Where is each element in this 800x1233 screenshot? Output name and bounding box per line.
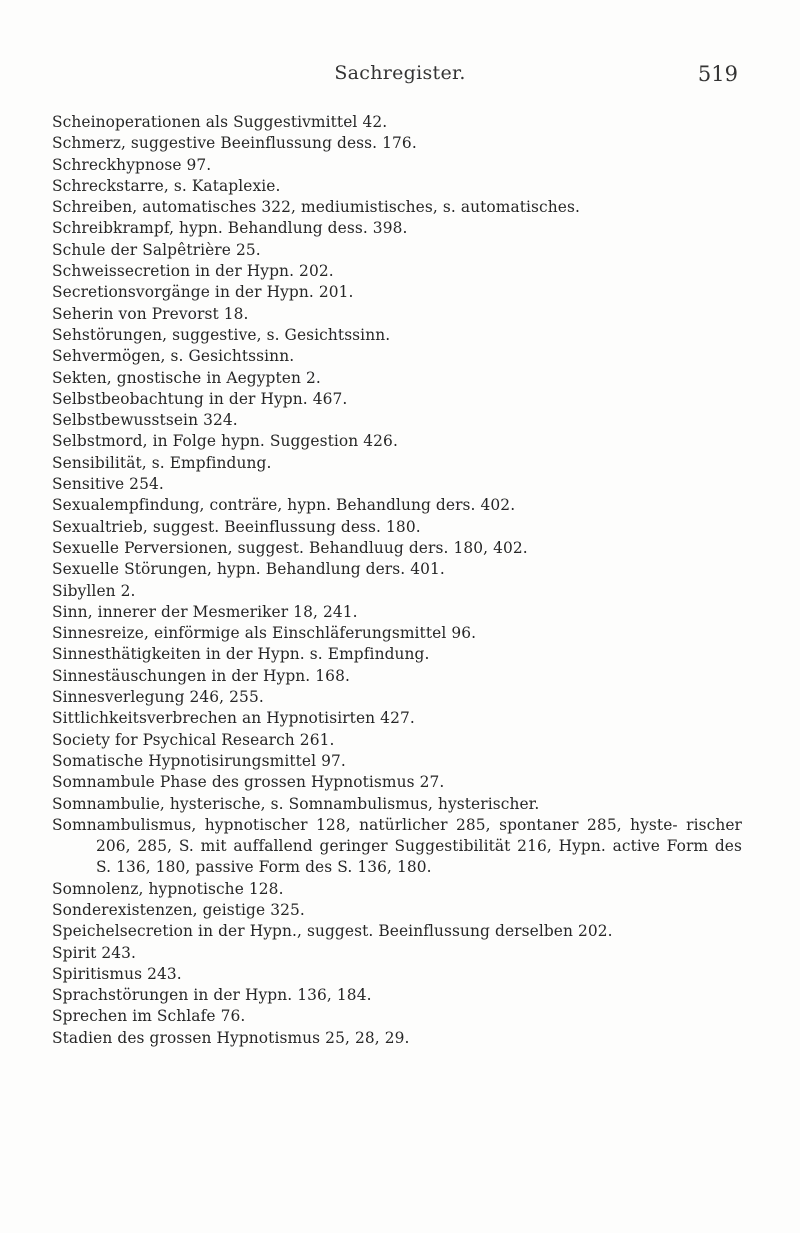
index-entry: Sexualempfindung, conträre, hypn. Behandlung ders. 402. [52,496,516,515]
index-entry: Selbstbeobachtung in der Hypn. 467. [52,389,348,408]
index-entry: Sehvermögen, s. Gesichtssinn. [52,347,295,366]
index-entry: Sinnesthätigkeiten in der Hypn. s. Empfindung. [52,645,430,664]
index-entry: Schreckhypnose 97. [52,155,212,174]
index-entry: Selbstbewusstsein 324. [52,411,238,430]
index-entry: Sprechen im Schlafe 76. [52,1007,246,1026]
index-entry: Schmerz, suggestive Beeinflussung dess. 176. [52,134,417,153]
index-entry: Sexuelle Störungen, hypn. Behandlung ders. 401. [52,560,445,579]
index-entry: Schweissecretion in der Hypn. 202. [52,262,334,281]
index-entry: Sekten, gnostische in Aegypten 2. [52,368,321,387]
index-entry: Sensibilität, s. Empfindung. [52,453,272,472]
index-entry: Schreibkrampf, hypn. Behandlung dess. 398. [52,219,408,238]
index-entry-multiline: Somnambulismus, hypnotischer 128, natürlicher 285, spontaner 285, hyste- rischer 206, 285, S. mit auffallend geringer Suggestibilität 216, Hypn. active Form des S. 136, 180, passive Form des S. 136, 180. [52,815,742,877]
index-entry: Somnolenz, hypnotische 128. [52,879,284,898]
index-entry: Speichelsecretion in der Hypn., suggest. Beeinflussung derselben 202. [52,922,613,941]
page-number: 519 [697,62,738,86]
running-title: Sachregister. [334,62,466,84]
index-entry: Scheinoperationen als Suggestivmittel 42. [52,113,388,131]
index-entry: Sexuelle Perversionen, suggest. Behandluug ders. 180, 402. [52,538,528,557]
index-entry: Schreckstarre, s. Kataplexie. [52,176,281,195]
index-entry: Sinn, innerer der Mesmeriker 18, 241. [52,602,358,621]
index-entry: Selbstmord, in Folge hypn. Suggestion 426. [52,432,398,451]
index-entry: Sinnesreize, einförmige als Einschläferungsmittel 96. [52,624,477,643]
index-entry: Sinnestäuschungen in der Hypn. 168. [52,666,350,685]
index-entry: Society for Psychical Research 261. [52,730,335,749]
index-entry: Sinnesverlegung 246, 255. [52,688,264,707]
index-entry: Seherin von Prevorst 18. [52,304,249,323]
index-entry: Sittlichkeitsverbrechen an Hypnotisirten 427. [52,709,415,728]
index-entry: Schule der Salpêtrière 25. [52,240,261,259]
index-entry: Secretionsvorgänge in der Hypn. 201. [52,283,354,302]
index-entry: Sprachstörungen in der Hypn. 136, 184. [52,986,372,1005]
index-entry: Schreiben, automatisches 322, mediumistisches, s. automatisches. [52,198,580,217]
index-entry: Sehstörungen, suggestive, s. Gesichtssinn. [52,325,391,344]
index-entry: Sexualtrieb, suggest. Beeinflussung dess. 180. [52,517,421,536]
index-entry: Sonderexistenzen, geistige 325. [52,900,305,919]
index-entry-list [52,112,742,1049]
index-entry: Spiritismus 243. [52,964,182,983]
index-entry: Spirit 243. [52,943,137,962]
index-entry: Sensitive 254. [52,475,164,494]
index-entry: Sibyllen 2. [52,581,136,600]
index-entry: Somnambulie, hysterische, s. Somnambulismus, hysterischer. [52,794,540,813]
index-entry: Somatische Hypnotisirungsmittel 97. [52,751,346,770]
index-entry: Somnambule Phase des grossen Hypnotismus 27. [52,773,445,792]
index-entry: Stadien des grossen Hypnotismus 25, 28, 29. [52,1028,410,1047]
page-header [0,62,800,92]
